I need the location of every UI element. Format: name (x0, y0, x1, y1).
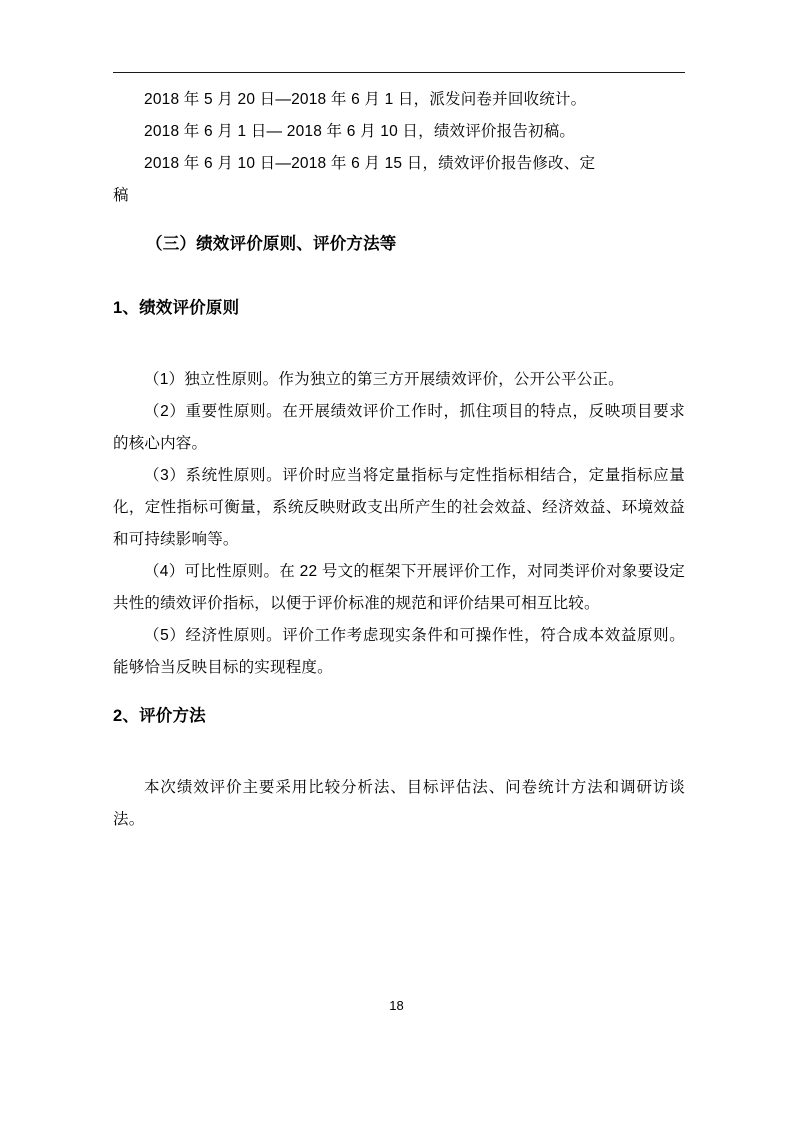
spacer (113, 684, 685, 700)
subsection-1-heading: 1、绩效评价原则 (113, 299, 240, 317)
method-paragraph: 本次绩效评价主要采用比较分析法、目标评估法、问卷统计方法和调研访谈法。 (113, 779, 685, 828)
spacer (113, 324, 685, 364)
header-divider (113, 72, 685, 73)
principle-item-2: （2）重要性原则。在开展绩效评价工作时，抓住项目的特点，反映项目要求的核心内容。 (113, 403, 685, 452)
principle-item-4: （4）可比性原则。在 22 号文的框架下开展评价工作，对同类评价对象要设定共性的绩效评价指标，以便于评价标准的规范和评价结果可相互比较。 (113, 563, 685, 612)
page-number: 18 (389, 998, 404, 1013)
spacer (113, 260, 685, 292)
document-body (113, 84, 685, 836)
spacer (113, 212, 685, 228)
schedule-line-1: 2018 年 5 月 20 日—2018 年 6 月 1 日，派发问卷并回收统计。 (144, 91, 587, 108)
principle-item-3: （3）系统性原则。评价时应当将定量指标与定性指标相结合，定量指标应量化，定性指标可衡量，系统反映财政支出所产生的社会效益、经济效益、环境效益和可持续影响等。 (113, 467, 685, 548)
schedule-line-4: 稿 (113, 187, 129, 204)
schedule-line-3: 2018 年 6 月 10 日—2018 年 6 月 15 日，绩效评价报告修改、定 (144, 155, 596, 172)
spacer (113, 732, 685, 772)
subsection-2-heading: 2、评价方法 (113, 707, 206, 725)
section-heading: （三）绩效评价原则、评价方法等 (146, 235, 397, 253)
principle-item-1: （1）独立性原则。作为独立的第三方开展绩效评价，公开公平公正。 (144, 371, 624, 388)
principle-item-5: （5）经济性原则。评价工作考虑现实条件和可操作性，符合成本效益原则。能够恰当反映目标的实现程度。 (113, 627, 685, 676)
schedule-line-2: 2018 年 6 月 1 日— 2018 年 6 月 10 日，绩效评价报告初稿。 (144, 123, 576, 140)
